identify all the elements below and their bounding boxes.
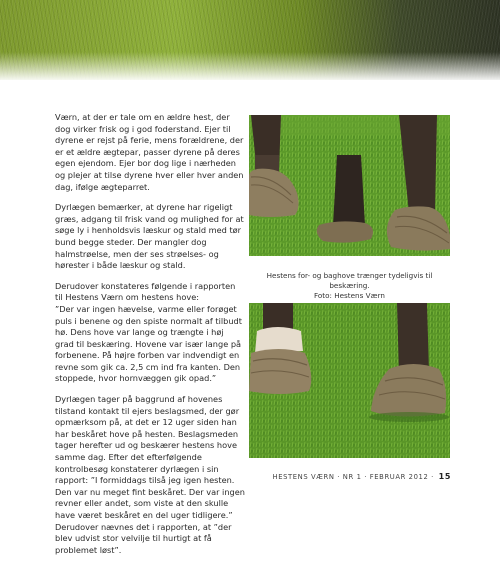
page-number: 15 (438, 472, 451, 481)
paragraph-1: Værn, at der er tale om en ældre hest, der dog virker frisk og i god foderstand. Ejer til dyrene er rejst på ferie, mens forældrene, der er et ældre ægtepar, passer dyrene på deres egen ejendom. Ejer bor dog lige i nærheden og plejer at tilse dyrene hver eller hver anden dag, ifølge ægteparret. (55, 112, 244, 192)
photo-caption (249, 271, 450, 301)
article-text (55, 112, 245, 565)
footer-publication: HESTENS VÆRN · NR 1 · FEBRUAR 2012 · (272, 473, 434, 481)
page-footer (273, 472, 451, 481)
header-banner-fade (0, 52, 500, 82)
photo-front-hooves (249, 115, 450, 256)
paragraph-2: Dyrlægen bemærker, at dyrene har rigeligt græs, adgang til frisk vand og mulighed for at søge ly i henholdsvis læskur og stald med tør bund begge steder. Der mangler dog halmstrøelse, men der ses strøelses- og hørester i både læskur og stald. (55, 202, 244, 271)
paragraph-4: Dyrlægen tager på baggrund af hovenes tilstand kontakt til ejers beslagsmed, der gør opmærksom på, at det er 12 uger siden han har beskåret hove på hesten. Beslagsmeden tager herefter ud og beskærer hestens hove samme dag. Efter det efterfølgende kontrolbesøg konstaterer dyrlægen i sin rapport: ”I formiddags tilså jeg igen hesten. Den var nu meget fint beskåret. Der var ingen revner eller andet, som viste at den skulle have været beskåret en del uger tidligere.” Derudover nævnes det i rapporten, at ”der blev udvist stor velvilje til hurtigt at få problemet løst”. (55, 394, 245, 555)
caption-line-1: Hestens for- og baghove trænger tydeligvis til beskæring. (266, 271, 433, 290)
caption-credit: Foto: Hestens Værn (314, 291, 385, 300)
paragraph-3: Derudover konstateres følgende i rapporten til Hestens Værn om hestens hove: ”Der var ingen hævelse, varme eller forøget puls i benene og den spiste normalt af tilbudt hø. Dens hove var lange og trængte i høj grad til beskæring. Hovene var især lange på forbenene. På højre forben var indvendigt en revne som gik ca. 2,5 cm ind fra kanten. Den stoppede, hvor hornvæggen gik opad.” (55, 280, 242, 384)
photo-hind-hooves (249, 303, 450, 458)
